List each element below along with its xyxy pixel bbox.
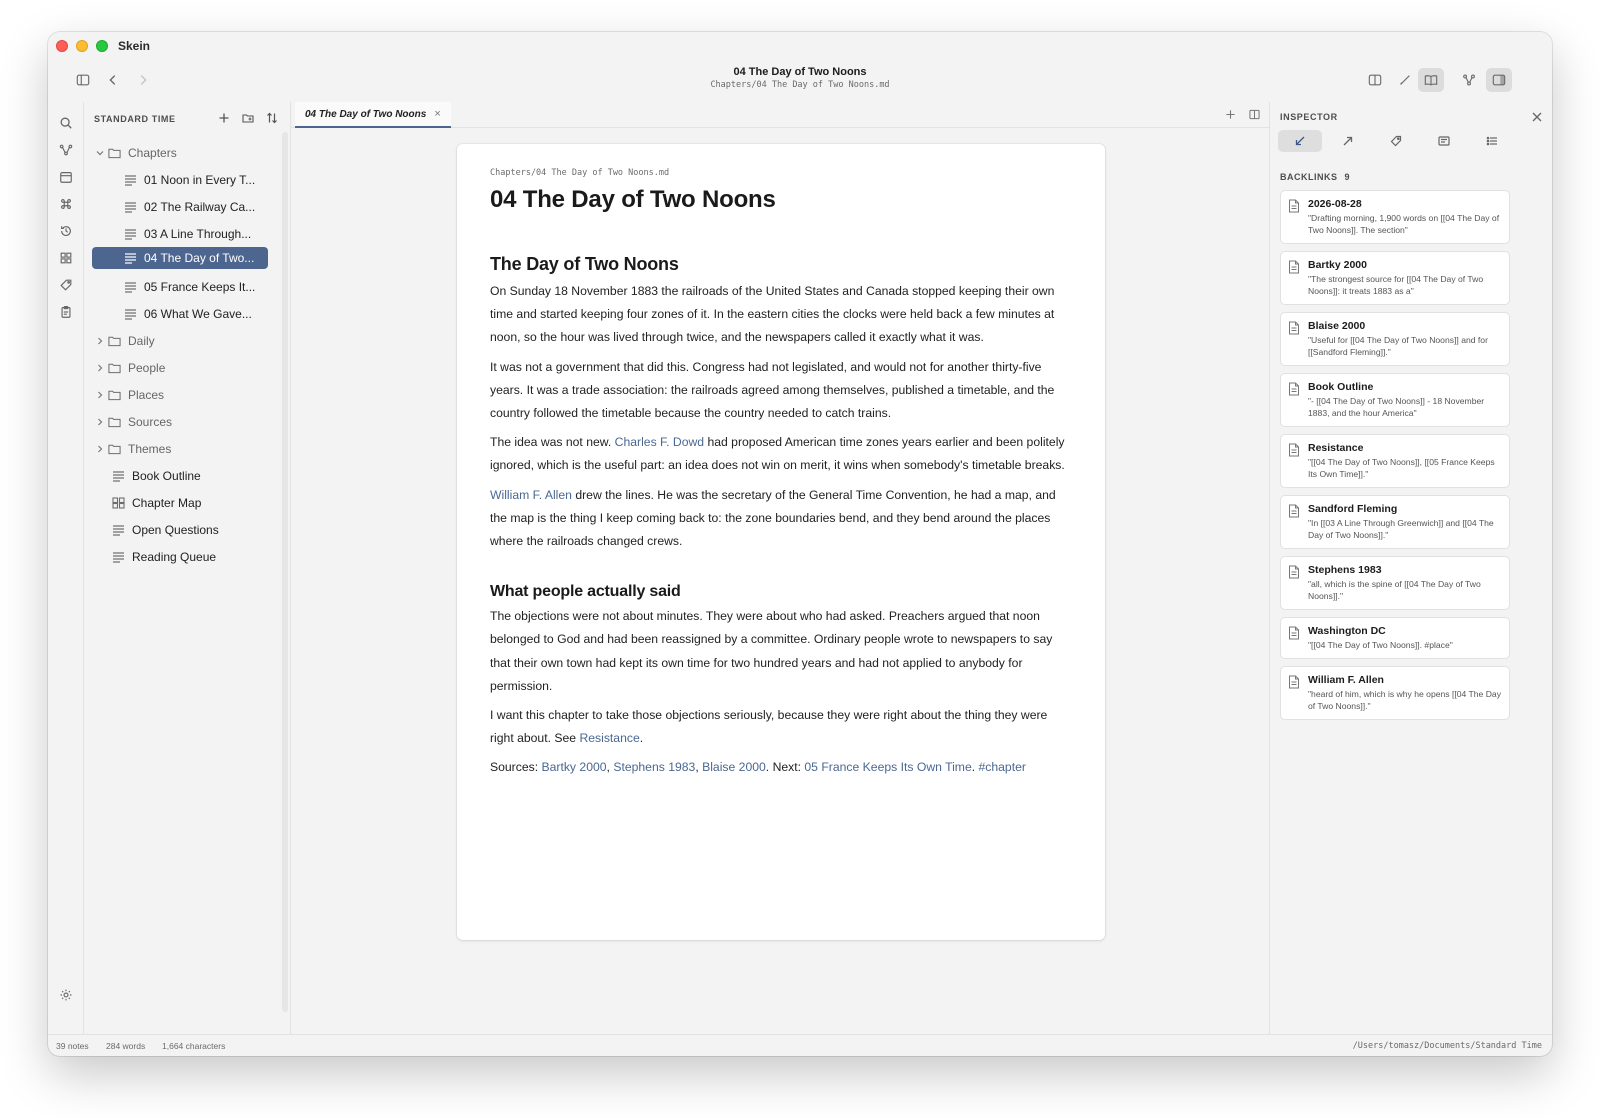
- close-window-button[interactable]: [56, 40, 68, 52]
- settings-gear-icon[interactable]: [57, 986, 75, 1004]
- backlinks-tab-icon[interactable]: [1278, 130, 1322, 152]
- paragraph: [490, 431, 1072, 477]
- tree-item-label: Places: [128, 388, 165, 402]
- document-icon: [1288, 675, 1300, 689]
- backlink-snippet: "Useful for [[04 The Day of Two Noons]] and for [[Sandford Fleming]].": [1308, 335, 1488, 357]
- backlink-snippet: "[[04 The Day of Two Noons]]. #place": [1308, 640, 1453, 650]
- canvas-grid-icon: [110, 496, 126, 510]
- backlink-name: 2026-08-28: [1308, 198, 1362, 210]
- file-explorer: [84, 102, 290, 1034]
- backlink-snippet: "Drafting morning, 1,900 words on [[04 The Day of Two Noons]]. The section": [1308, 213, 1500, 235]
- document-title: 04 The Day of Two Noons: [733, 66, 867, 78]
- calendar-icon[interactable]: [57, 168, 75, 186]
- backlink-card[interactable]: [1280, 556, 1510, 610]
- paragraph: On Sunday 18 November 1883 the railroads of the United States and Canada stopped keeping their own time and started keeping four zones of it. In the eastern cities the clocks were held back a few minutes at noon, so the hour was lived through twice, and the newspapers called it exactly what it was.: [490, 284, 1055, 345]
- status-word-count: 284 words: [106, 1041, 146, 1051]
- note-lines-icon: [110, 550, 126, 564]
- inspector-panel: [1270, 102, 1552, 1034]
- graph-icon[interactable]: [1456, 68, 1482, 92]
- tab-bar: [291, 102, 1269, 128]
- graph-view-icon[interactable]: [57, 141, 75, 159]
- app-name: Skein: [118, 39, 151, 53]
- back-icon[interactable]: [100, 68, 126, 92]
- wiki-link[interactable]: William F. Allen: [490, 487, 572, 502]
- document-heading: 04 The Day of Two Noons: [490, 186, 776, 213]
- activity-bar: [48, 102, 84, 1034]
- document-title-area: [710, 66, 889, 90]
- document-icon: [1288, 199, 1300, 213]
- backlink-card[interactable]: [1280, 373, 1510, 427]
- search-icon[interactable]: [57, 114, 75, 132]
- backlink-name: Blaise 2000: [1308, 320, 1366, 332]
- paragraph: The objections were not about minutes. They were about who had asked. Preachers argued that noon belonged to God and had been reassigned by a committee. Ordinary people wrote to newspapers to say that their own town had kept its own time for two hundred years and had not applied to anybody for permission.: [490, 609, 1053, 693]
- new-note-icon[interactable]: [216, 110, 232, 126]
- folder-icon: [106, 146, 122, 160]
- note-lines-icon: [110, 469, 126, 483]
- folder-icon: [106, 442, 122, 456]
- tree-item-label: Book Outline: [132, 469, 201, 483]
- backlink-snippet: "heard of him, which is why he opens [[04 The Day of Two Noons]].": [1308, 689, 1502, 711]
- chevron-right-icon[interactable]: [94, 391, 106, 399]
- paragraph: [490, 704, 1072, 750]
- split-pane-icon[interactable]: [1247, 107, 1261, 121]
- backlinks-title: BACKLINKS: [1280, 172, 1338, 182]
- outgoing-links-tab-icon[interactable]: [1326, 130, 1370, 152]
- backlink-name: Bartky 2000: [1308, 259, 1367, 271]
- text-span: ,: [695, 760, 703, 775]
- backlink-card[interactable]: [1280, 190, 1510, 244]
- tree-note-item[interactable]: [110, 465, 268, 487]
- document-icon: [1288, 504, 1300, 518]
- wiki-link[interactable]: Resistance: [579, 731, 640, 746]
- tab-close-icon[interactable]: ×: [434, 108, 441, 120]
- backlink-name: Washington DC: [1308, 625, 1386, 637]
- tree-folder-daily[interactable]: [94, 330, 268, 352]
- properties-tab-icon[interactable]: [1422, 130, 1466, 152]
- wiki-link[interactable]: Charles F. Dowd: [614, 435, 705, 450]
- edit-mode-icon[interactable]: [1392, 68, 1418, 92]
- status-char-count: 1,664 characters: [162, 1041, 226, 1051]
- chevron-down-icon[interactable]: [94, 149, 106, 157]
- backlink-card[interactable]: [1280, 666, 1510, 720]
- document-file-path: Chapters/04 The Day of Two Noons.md: [490, 168, 670, 178]
- tree-folder-chapters[interactable]: [94, 142, 268, 164]
- note-lines-icon: [122, 251, 138, 265]
- wiki-link[interactable]: Blaise 2000: [702, 760, 766, 775]
- tab-actions: [1223, 107, 1261, 121]
- inspector-toggle-icon[interactable]: [1486, 68, 1512, 92]
- backlinks-count: 9: [1344, 172, 1351, 182]
- vault-name: STANDARD TIME: [94, 114, 176, 124]
- folder-icon: [106, 388, 122, 402]
- tree-item-label: Daily: [128, 334, 155, 348]
- tree-folder-places[interactable]: [94, 384, 268, 406]
- backlink-snippet: "[[04 The Day of Two Noons]], [[05 France Keeps Its Own Time]].": [1308, 457, 1495, 479]
- tree-note-item[interactable]: [110, 546, 268, 568]
- text-span: I want this chapter to take those objections seriously, because they were right about the thing they were right about. See: [490, 708, 1048, 746]
- tree-item-label: 05 France Keeps It...: [144, 280, 256, 294]
- note-lines-icon: [122, 200, 138, 214]
- text-span: ,: [606, 760, 614, 775]
- section-heading: The Day of Two Noons: [490, 254, 679, 274]
- document-content: [490, 168, 1072, 780]
- backlink-card[interactable]: [1280, 495, 1510, 549]
- note-lines-icon: [122, 307, 138, 321]
- backlink-name: William F. Allen: [1308, 674, 1384, 686]
- new-folder-icon[interactable]: [240, 110, 256, 126]
- chevron-right-icon[interactable]: [94, 337, 106, 345]
- sidebar-toggle-icon[interactable]: [70, 68, 96, 92]
- tree-folder-sources[interactable]: [94, 411, 268, 433]
- backlink-name: Book Outline: [1308, 381, 1374, 393]
- tree-folder-themes[interactable]: [94, 438, 268, 460]
- sidebar-scrollbar[interactable]: [282, 132, 288, 1012]
- tab-current-note[interactable]: [295, 102, 451, 128]
- minimize-window-button[interactable]: [76, 40, 88, 52]
- grid-icon[interactable]: [57, 249, 75, 267]
- clipboard-icon[interactable]: [57, 303, 75, 321]
- folder-icon: [106, 361, 122, 375]
- editor-pane: [290, 102, 1270, 1034]
- document-path: Chapters/04 The Day of Two Noons.md: [710, 80, 890, 90]
- document-icon: [1288, 382, 1300, 396]
- tree-item-label: 01 Noon in Every T...: [144, 173, 256, 187]
- backlink-snippet: "- [[04 The Day of Two Noons]] - 18 November 1883, and the hour America": [1308, 396, 1485, 418]
- tab-label: 04 The Day of Two Noons: [305, 108, 427, 120]
- toolbar: [48, 60, 1552, 102]
- section-heading: What people actually said: [490, 583, 681, 601]
- wiki-link[interactable]: Bartky 2000: [541, 760, 607, 775]
- text-span: .: [639, 731, 644, 746]
- inspector-tabs: [1278, 130, 1518, 152]
- chevron-right-icon[interactable]: [94, 364, 106, 372]
- text-span: drew the lines. He was the secretary of the General Time Convention, he had a map, and the map is the thing I keep coming back to: the zone boundaries bend, and they bend around the places where the railroads changed crews.: [490, 487, 1056, 549]
- tree-note-item[interactable]: [122, 303, 268, 325]
- tree-item-label: 03 A Line Through...: [144, 227, 252, 241]
- backlink-snippet: "The strongest source for [[04 The Day of Two Noons]]: it treats 1883 as a": [1308, 274, 1484, 296]
- tags-tab-icon[interactable]: [1374, 130, 1418, 152]
- backlink-name: Stephens 1983: [1308, 564, 1382, 576]
- tree-note-item[interactable]: [122, 223, 268, 245]
- tree-item-label: Chapters: [128, 146, 177, 160]
- sources-paragraph: [490, 756, 1072, 779]
- tree-item-label: Open Questions: [132, 523, 219, 537]
- tree-note-item[interactable]: [122, 169, 268, 191]
- backlinks-heading: [1280, 172, 1350, 182]
- chevron-right-icon[interactable]: [94, 445, 106, 453]
- outline-tab-icon[interactable]: [1470, 130, 1514, 152]
- app-window: [48, 32, 1552, 1056]
- tree-item-label: 06 What We Gave...: [144, 307, 252, 321]
- paragraph: [490, 484, 1072, 554]
- tree-item-label: 04 The Day of Two...: [144, 251, 255, 265]
- reading-mode-icon[interactable]: [1418, 68, 1444, 92]
- split-view-icon[interactable]: [1362, 68, 1388, 92]
- folder-icon: [106, 334, 122, 348]
- wiki-link[interactable]: Stephens 1983: [613, 760, 696, 775]
- document-icon: [1288, 443, 1300, 457]
- backlink-card[interactable]: [1280, 251, 1510, 305]
- tree-item-label: Reading Queue: [132, 550, 217, 564]
- note-lines-icon: [122, 227, 138, 241]
- backlink-card[interactable]: [1280, 434, 1510, 488]
- tree-note-item[interactable]: [122, 276, 268, 298]
- status-note-count: 39 notes: [56, 1041, 89, 1051]
- backlink-name: Sandford Fleming: [1308, 503, 1398, 515]
- chevron-right-icon[interactable]: [94, 418, 106, 426]
- text-span: .: [971, 760, 979, 775]
- text-span: had proposed American time zones years earlier and been politely ignored, which is the useful part: an idea does not win on merit, it wins when somebody's timetable breaks.: [490, 435, 1065, 473]
- command-icon[interactable]: [57, 195, 75, 213]
- tree-canvas-item[interactable]: [110, 492, 268, 514]
- document-page[interactable]: [457, 144, 1105, 940]
- backlink-card[interactable]: [1280, 312, 1510, 366]
- backlink-card[interactable]: [1280, 617, 1510, 659]
- history-icon[interactable]: [57, 222, 75, 240]
- tag-icon[interactable]: [57, 276, 75, 294]
- explorer-actions: [216, 110, 280, 126]
- tag-link[interactable]: #chapter: [978, 760, 1026, 775]
- wiki-link[interactable]: 05 France Keeps Its Own Time: [804, 760, 972, 775]
- window-controls: [56, 40, 108, 52]
- note-lines-icon: [122, 173, 138, 187]
- document-icon: [1288, 626, 1300, 640]
- backlink-snippet: "all, which is the spine of [[04 The Day of Two Noons]].": [1308, 579, 1481, 601]
- tree-item-label: Chapter Map: [132, 496, 202, 510]
- backlink-name: Resistance: [1308, 442, 1364, 454]
- tree-note-item[interactable]: [122, 196, 268, 218]
- tree-note-item[interactable]: [110, 519, 268, 541]
- tree-item-label: 02 The Railway Ca...: [144, 200, 256, 214]
- zoom-window-button[interactable]: [96, 40, 108, 52]
- close-icon[interactable]: [1530, 110, 1544, 124]
- paragraph: It was not a government that did this. Congress had not legislated, and would not for another thirty-five years. It was a trade association: the railroads agreed among themselves, published a timetable, and the country followed the timetable because the country needed to catch trains.: [490, 359, 1055, 421]
- forward-icon[interactable]: [130, 68, 156, 92]
- document-icon: [1288, 565, 1300, 579]
- text-span: . Next:: [765, 760, 805, 775]
- backlink-snippet: "In [[03 A Line Through Greenwich]] and [[04 The Day of Two Noons]].": [1308, 518, 1494, 540]
- text-span: The idea was not new.: [490, 435, 615, 450]
- note-lines-icon: [122, 280, 138, 294]
- status-bar: [48, 1034, 1552, 1056]
- status-vault-path: /Users/tomasz/Documents/Standard Time: [1352, 1041, 1542, 1051]
- tree-item-label: Themes: [128, 442, 172, 456]
- title-bar: [48, 32, 1552, 60]
- tree-item-label: People: [128, 361, 166, 375]
- folder-icon: [106, 415, 122, 429]
- text-span: Sources:: [490, 760, 542, 775]
- tree-item-label: Sources: [128, 415, 173, 429]
- note-lines-icon: [110, 523, 126, 537]
- tree-note-item-selected[interactable]: [92, 247, 268, 269]
- document-icon: [1288, 321, 1300, 335]
- document-icon: [1288, 260, 1300, 274]
- sort-icon[interactable]: [264, 110, 280, 126]
- new-tab-icon[interactable]: [1223, 107, 1237, 121]
- inspector-heading: INSPECTOR: [1280, 112, 1338, 122]
- tree-folder-people[interactable]: [94, 357, 268, 379]
